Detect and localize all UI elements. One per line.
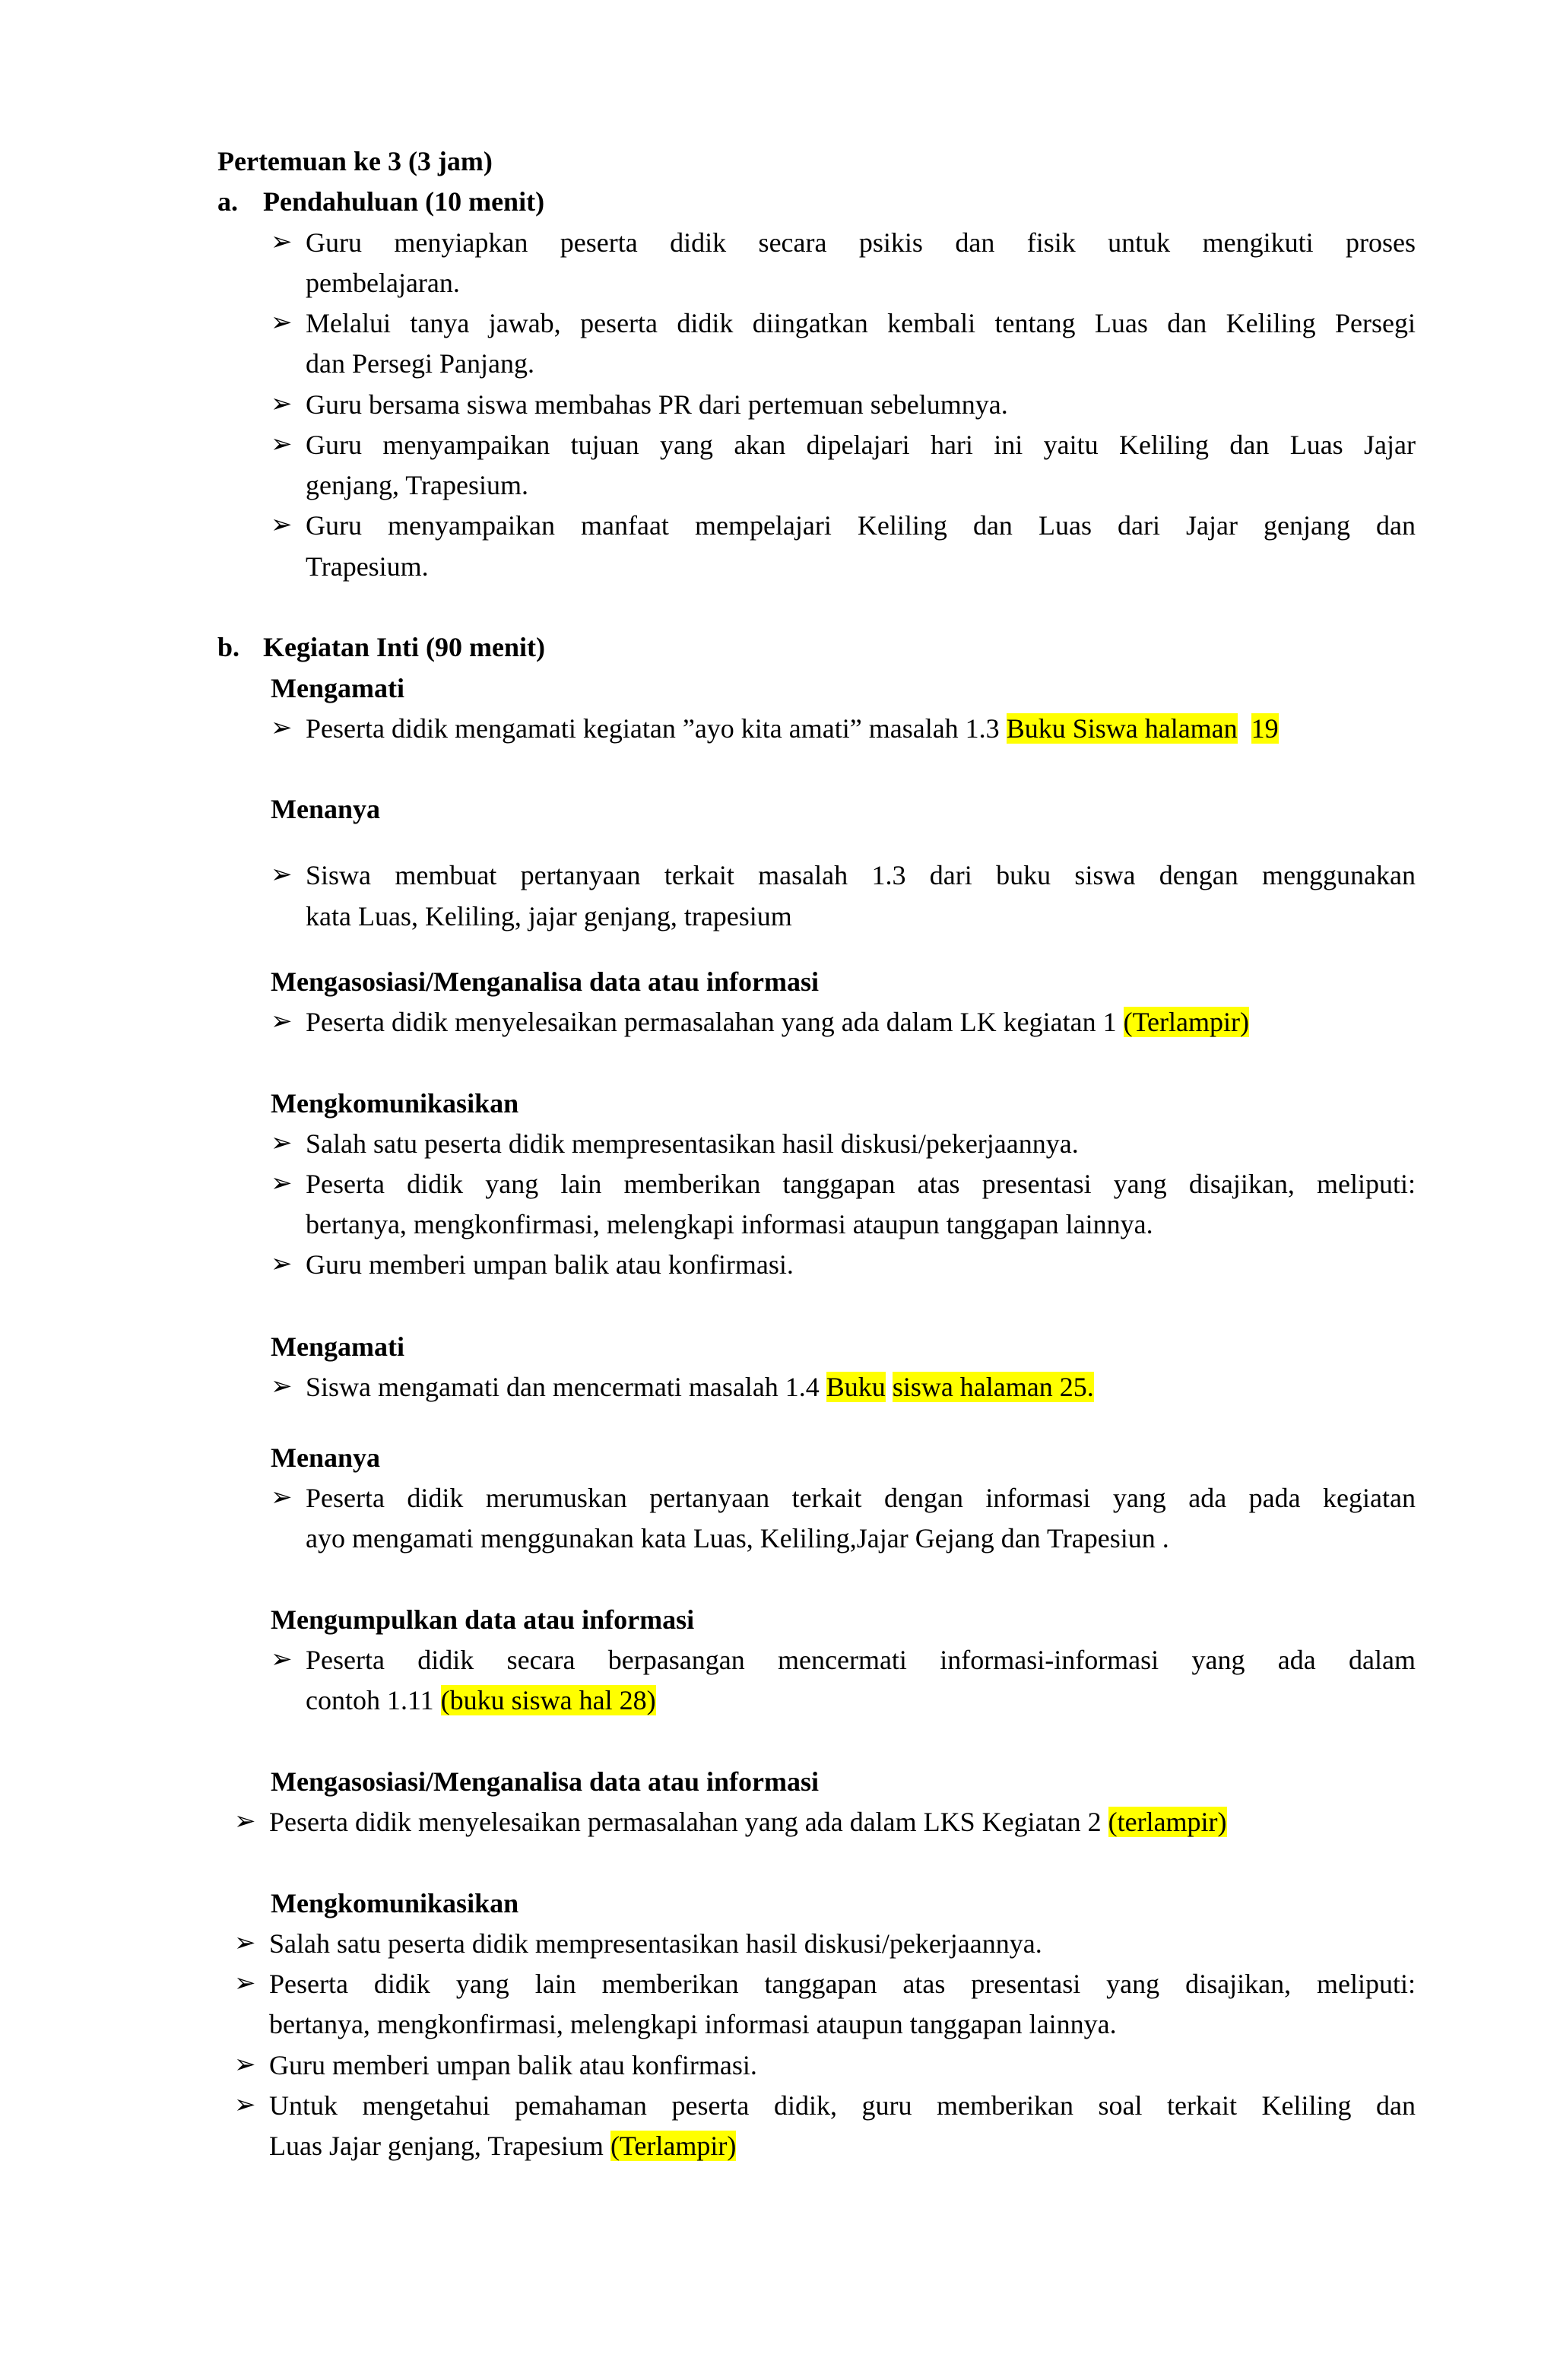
subheading-menanya: Menanya bbox=[271, 1442, 380, 1473]
highlight-text: (Terlampir) bbox=[610, 2131, 737, 2161]
subheading-mengamati: Mengamati bbox=[271, 1331, 404, 1362]
bullet-arrow-icon: ➢ bbox=[234, 1929, 256, 1957]
list-item: Guru bersama siswa membahas PR dari pertemuan sebelumnya. bbox=[306, 389, 1008, 420]
highlight-text: 19 bbox=[1251, 713, 1279, 744]
bullet-arrow-icon: ➢ bbox=[271, 309, 293, 337]
list-item-continuation: dan Persegi Panjang. bbox=[306, 348, 534, 379]
bullet-arrow-icon: ➢ bbox=[271, 1169, 293, 1198]
section-b-title: Kegiatan Inti (90 menit) bbox=[263, 632, 545, 662]
item-text: Peserta didik menyelesaikan permasalahan yang ada dalam LK kegiatan 1 bbox=[306, 1007, 1124, 1037]
list-item: Melalui tanya jawab, peserta didik diingatkan kembali tentang Luas dan Keliling Persegi bbox=[306, 308, 1416, 338]
bullet-arrow-icon: ➢ bbox=[234, 1969, 256, 1998]
item-text: Peserta didik menyelesaikan permasalahan yang ada dalam LKS Kegiatan 2 bbox=[269, 1807, 1108, 1837]
list-item-continuation: bertanya, mengkonfirmasi, melengkapi informasi ataupun tanggapan lainnya. bbox=[306, 1209, 1153, 1239]
highlight-text: (Terlampir) bbox=[1123, 1007, 1249, 1037]
list-item-continuation: genjang, Trapesium. bbox=[306, 470, 528, 500]
list-item: Peserta didik secara berpasangan mencermati informasi-informasi yang ada dalam bbox=[306, 1645, 1416, 1675]
subheading-mengasosiasi: Mengasosiasi/Menganalisa data atau informasi bbox=[271, 966, 820, 997]
bullet-arrow-icon: ➢ bbox=[234, 2051, 256, 2079]
subheading-menanya: Menanya bbox=[271, 794, 380, 824]
highlight-text: Buku bbox=[826, 1372, 886, 1402]
item-text: contoh 1.11 bbox=[306, 1685, 441, 1715]
list-item: Peserta didik yang lain memberikan tanggapan atas presentasi yang disajikan, meliputi: bbox=[269, 1969, 1416, 1999]
subheading-mengkomunikasikan: Mengkomunikasikan bbox=[271, 1888, 519, 1918]
section-a-label: a. bbox=[217, 186, 238, 217]
list-item: Peserta didik yang lain memberikan tanggapan atas presentasi yang disajikan, meliputi: bbox=[306, 1169, 1416, 1199]
highlight-text: Buku Siswa halaman bbox=[1006, 713, 1238, 744]
list-item-continuation: bertanya, mengkonfirmasi, melengkapi informasi ataupun tanggapan lainnya. bbox=[269, 2009, 1117, 2039]
subheading-mengkomunikasikan: Mengkomunikasikan bbox=[271, 1088, 519, 1119]
bullet-arrow-icon: ➢ bbox=[271, 228, 293, 256]
bullet-arrow-icon: ➢ bbox=[234, 2091, 256, 2119]
bullet-arrow-icon: ➢ bbox=[271, 714, 293, 742]
subheading-mengasosiasi: Mengasosiasi/Menganalisa data atau informasi bbox=[271, 1766, 820, 1797]
list-item: Guru menyampaikan tujuan yang akan dipelajari hari ini yaitu Keliling dan Luas Jajar bbox=[306, 430, 1416, 460]
item-text: Peserta didik mengamati kegiatan ”ayo kita amati” masalah 1.3 bbox=[306, 713, 1007, 744]
highlight-text: (buku siswa hal 28) bbox=[440, 1685, 656, 1715]
highlight-text: siswa halaman 25. bbox=[892, 1372, 1094, 1402]
bullet-arrow-icon: ➢ bbox=[271, 390, 293, 418]
bullet-arrow-icon: ➢ bbox=[271, 1008, 293, 1036]
list-item-continuation: pembelajaran. bbox=[306, 268, 460, 298]
bullet-arrow-icon: ➢ bbox=[271, 1645, 293, 1674]
item-text: Siswa mengamati dan mencermati masalah 1.4 bbox=[306, 1372, 826, 1402]
list-item: Peserta didik merumuskan pertanyaan terkait dengan informasi yang ada pada kegiatan bbox=[306, 1483, 1416, 1513]
list-item: Guru menyiapkan peserta didik secara psikis dan fisik untuk mengikuti proses bbox=[306, 227, 1416, 258]
list-item: Siswa membuat pertanyaan terkait masalah 1.3 dari buku siswa dengan menggunakan bbox=[306, 860, 1416, 890]
list-item-continuation: ayo mengamati menggunakan kata Luas, Keliling,Jajar Gejang dan Trapesiun . bbox=[306, 1523, 1169, 1553]
list-item bbox=[306, 1368, 1094, 1406]
bullet-arrow-icon: ➢ bbox=[271, 1484, 293, 1512]
bullet-arrow-icon: ➢ bbox=[234, 1807, 256, 1836]
list-item bbox=[269, 1803, 1227, 1841]
section-a-title: Pendahuluan (10 menit) bbox=[263, 186, 545, 217]
bullet-arrow-icon: ➢ bbox=[271, 1372, 293, 1401]
list-item: Guru memberi umpan balik atau konfirmasi. bbox=[306, 1249, 794, 1280]
document-title: Pertemuan ke 3 (3 jam) bbox=[217, 146, 493, 176]
list-item: Guru menyampaikan manfaat mempelajari Keliling dan Luas dari Jajar genjang dan bbox=[306, 510, 1416, 541]
list-item: Untuk mengetahui pemahaman peserta didik, guru memberikan soal terkait Keliling dan bbox=[269, 2090, 1416, 2121]
section-b-label: b. bbox=[217, 632, 240, 662]
bullet-arrow-icon: ➢ bbox=[271, 861, 293, 889]
list-item: Salah satu peserta didik mempresentasikan hasil diskusi/pekerjaannya. bbox=[306, 1128, 1079, 1159]
item-text: Luas Jajar genjang, Trapesium bbox=[269, 2131, 610, 2161]
list-item-continuation bbox=[269, 2127, 736, 2165]
bullet-arrow-icon: ➢ bbox=[271, 430, 293, 459]
list-item: Guru memberi umpan balik atau konfirmasi. bbox=[269, 2050, 757, 2080]
list-item-continuation: Trapesium. bbox=[306, 551, 429, 582]
list-item-continuation bbox=[306, 1681, 656, 1719]
subheading-mengumpulkan: Mengumpulkan data atau informasi bbox=[271, 1604, 695, 1635]
list-item-continuation: kata Luas, Keliling, jajar genjang, trapesium bbox=[306, 901, 792, 931]
list-item bbox=[306, 1003, 1249, 1041]
list-item bbox=[306, 709, 1279, 747]
bullet-arrow-icon: ➢ bbox=[271, 511, 293, 539]
highlight-text: (terlampir) bbox=[1108, 1807, 1227, 1837]
list-item: Salah satu peserta didik mempresentasikan hasil diskusi/pekerjaannya. bbox=[269, 1928, 1042, 1959]
subheading-mengamati: Mengamati bbox=[271, 673, 404, 703]
bullet-arrow-icon: ➢ bbox=[271, 1250, 293, 1278]
bullet-arrow-icon: ➢ bbox=[271, 1129, 293, 1157]
